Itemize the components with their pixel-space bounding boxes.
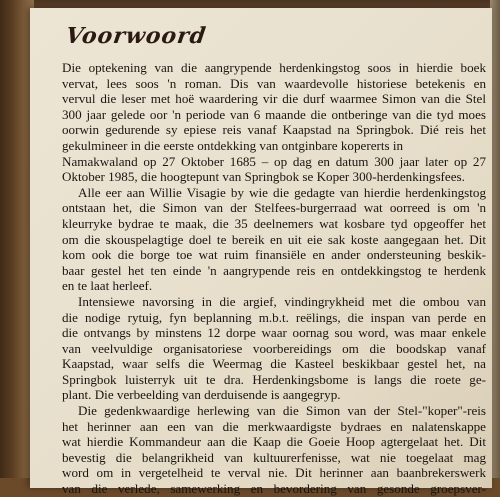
text-line: die nodige rytuig, fyn beplanning m.b.t. reëlings, die inspan van perde en [62, 309, 486, 325]
text-line: van die verlede, samewerking en bevordering van gesonde groepsver- [62, 481, 486, 497]
text-line: Kaapstad, waar selfs die Weermag die Kasteel beskikbaar gestel het, na [62, 356, 486, 372]
text-line: Springbok luisterryk uit te dra. Herdenkingsbome is langs die roete ge- [62, 371, 486, 387]
text-line: Die gedenkwaardige herlewing van die Simon van der Stel-"koper"-reis [78, 403, 486, 419]
text-line: ontstaan het, die Simon van der Stelfees-burgerraad wat oorreed is om 'n [62, 200, 486, 216]
book-spine-shadow [0, 0, 34, 478]
text-line: en te laat herleef. [62, 278, 153, 294]
text-line: oorwin gedurende sy epiese reis vanaf Kaapstad na Springbok. Dié reis het [62, 122, 486, 138]
text-line: vervat, lees soos 'n roman. Dis van waardevolle historiese betekenis en [62, 75, 486, 91]
text-line: baar gestel het ten einde 'n aangrypende reis en ontdekkingstog te herdenk [62, 262, 486, 278]
text-line: om die skouspelagtige doel te bereik en uit eie sak koste aangegaan het. Dit [62, 231, 486, 247]
text-line: van veelvuldige organisatoriese voorbereidings om die boodskap vanaf [62, 340, 486, 356]
page-heading: Voorwoord [64, 23, 209, 49]
text-line: vervul die leser met hoë waardering vir die durf waarmee Simon van die Stel [62, 91, 486, 107]
text-line: wat hierdie Kommandeur aan die Kaap die Goeie Hoop agtergelaat het. Dit [62, 434, 486, 450]
text-line: Oktober 1985, die hoogtepunt van Springbok se Koper 300-herdenkingsfees. [62, 169, 465, 185]
text-line: kom ook die borge toe wat ruim finansiële en ander ondersteuning beskik- [62, 247, 486, 263]
text-line: Intensiewe navorsing in die argief, vindingrykheid met die ombou van [78, 293, 486, 309]
text-line: kleurryke bydrae te maak, die 35 deelnemers wat kosbare tyd opgeoffer het [62, 215, 486, 231]
paragraph [34, 294, 492, 403]
paragraph [34, 185, 492, 294]
text-line: Namakwaland op 27 Oktober 1685 – op dag en datum 300 jaar later op 27 [62, 153, 486, 169]
text-line: 300 jaar gelede oor 'n periode van 6 maande die ontberinge van die tyd moes [62, 106, 486, 122]
text-line: plant. Die verbeelding van derduisende is aangegryp. [62, 387, 341, 403]
text-line: het herinner aan een van die merkwaardigste bydraes en nalatenskappe [62, 418, 486, 434]
book-page [30, 8, 492, 497]
text-line: Alle eer aan Willie Visagie by wie die gedagte van hierdie herdenkingstog [78, 184, 486, 200]
text-line: bevestig die belangrikheid van kultuurerfenisse, wat nie toegelaat mag [62, 449, 486, 465]
text-line: Die optekening van die aangrypende herdenkingstog soos in hierdie boek [62, 60, 486, 75]
page-content [34, 12, 492, 497]
text-line: word om in vergetelheid te verval nie. Dit herinner aan baanbrekerswerk [62, 465, 486, 481]
paragraph [34, 403, 492, 497]
paragraph [34, 60, 492, 185]
text-line: die ontvangs by minstens 12 dorpe waar oornag sou word, was maar enkele [62, 325, 486, 341]
body-text [34, 60, 492, 497]
text-line: gekulmineer in die eerste ontdekking van ontginbare kopererts in [62, 137, 404, 153]
